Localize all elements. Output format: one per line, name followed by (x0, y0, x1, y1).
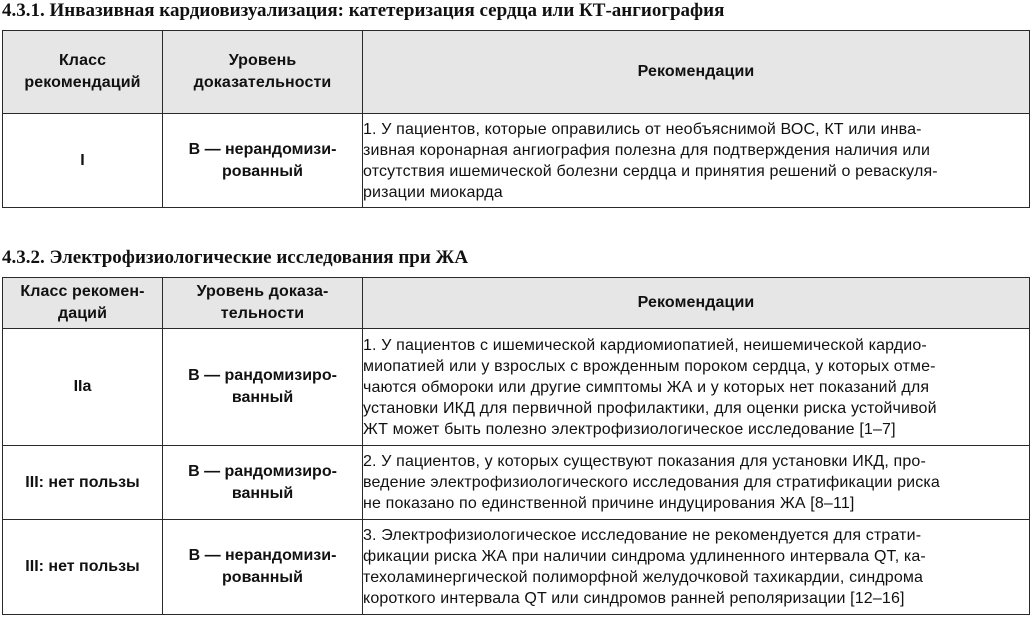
class-cell: III: нет пользы (3, 520, 163, 615)
level-header: Уровень доказательности (163, 31, 363, 114)
class-header: Класс рекомен- даций (3, 278, 163, 329)
level-header: Уровень доказа- тельности (163, 278, 363, 329)
table-row (3, 446, 1030, 520)
table-row (3, 329, 1030, 446)
section-2-title: 4.3.2. Электрофизиологические исследования при ЖА (2, 247, 469, 268)
section-1-title: 4.3.1. Инвазивная кардиовизуализация: катетеризация сердца или КТ-ангиография (2, 0, 725, 21)
level-cell: B — нерандомизи- рованный (163, 114, 363, 208)
class-cell: IIa (3, 329, 163, 446)
class-header: Класс рекомендаций (3, 31, 163, 114)
table-header-row (3, 278, 1030, 329)
recommendations-header: Рекомендации (363, 31, 1030, 114)
recommendations-table-2 (2, 277, 1030, 615)
table-header-row (3, 31, 1030, 114)
table-row (3, 114, 1030, 208)
level-cell: B — рандомизиро- ванный (163, 446, 363, 520)
recommendation-text: 2. У пациентов, у которых существуют показания для установки ИКД, про- ведение электрофизиологического исследования для стратификации риска не показано по единственной причине индуцирования ЖА [8–11] (363, 446, 1030, 520)
level-cell: B — нерандомизи- рованный (163, 520, 363, 615)
level-cell: B — рандомизиро- ванный (163, 329, 363, 446)
recommendation-text: 1. У пациентов, которые оправились от необъяснимой ВОС, КТ или инва- зивная коронарная ангиография полезна для подтверждения наличия или отсутствия ишемической болезни сердца и принятия решений о реваскуля- ризации миокарда (363, 114, 1030, 208)
table-row (3, 520, 1030, 615)
recommendation-text: 1. У пациентов с ишемической кардиомиопатией, неишемической кардио- миопатией или у взрослых с врожденным пороком сердца, у которых отме- чаются обмороки или другие симптомы ЖА и у которых нет показаний для установки ИКД для первичной профилактики, для оценки риска устойчивой ЖТ может быть полезно электрофизиологическое исследование [1–7] (363, 329, 1030, 446)
class-cell: III: нет пользы (3, 446, 163, 520)
recommendations-table-1 (2, 30, 1030, 208)
recommendations-header: Рекомендации (363, 278, 1030, 329)
recommendation-text: 3. Электрофизиологическое исследование не рекомендуется для страти- фикации риска ЖА при наличии синдрома удлиненного интервала QT, ка- техоламинергической полиморфной желудочковой тахикардии, синдрома короткого интервала QT или синдромов ранней реполяризации [12–16] (363, 520, 1030, 615)
class-cell: I (3, 114, 163, 208)
